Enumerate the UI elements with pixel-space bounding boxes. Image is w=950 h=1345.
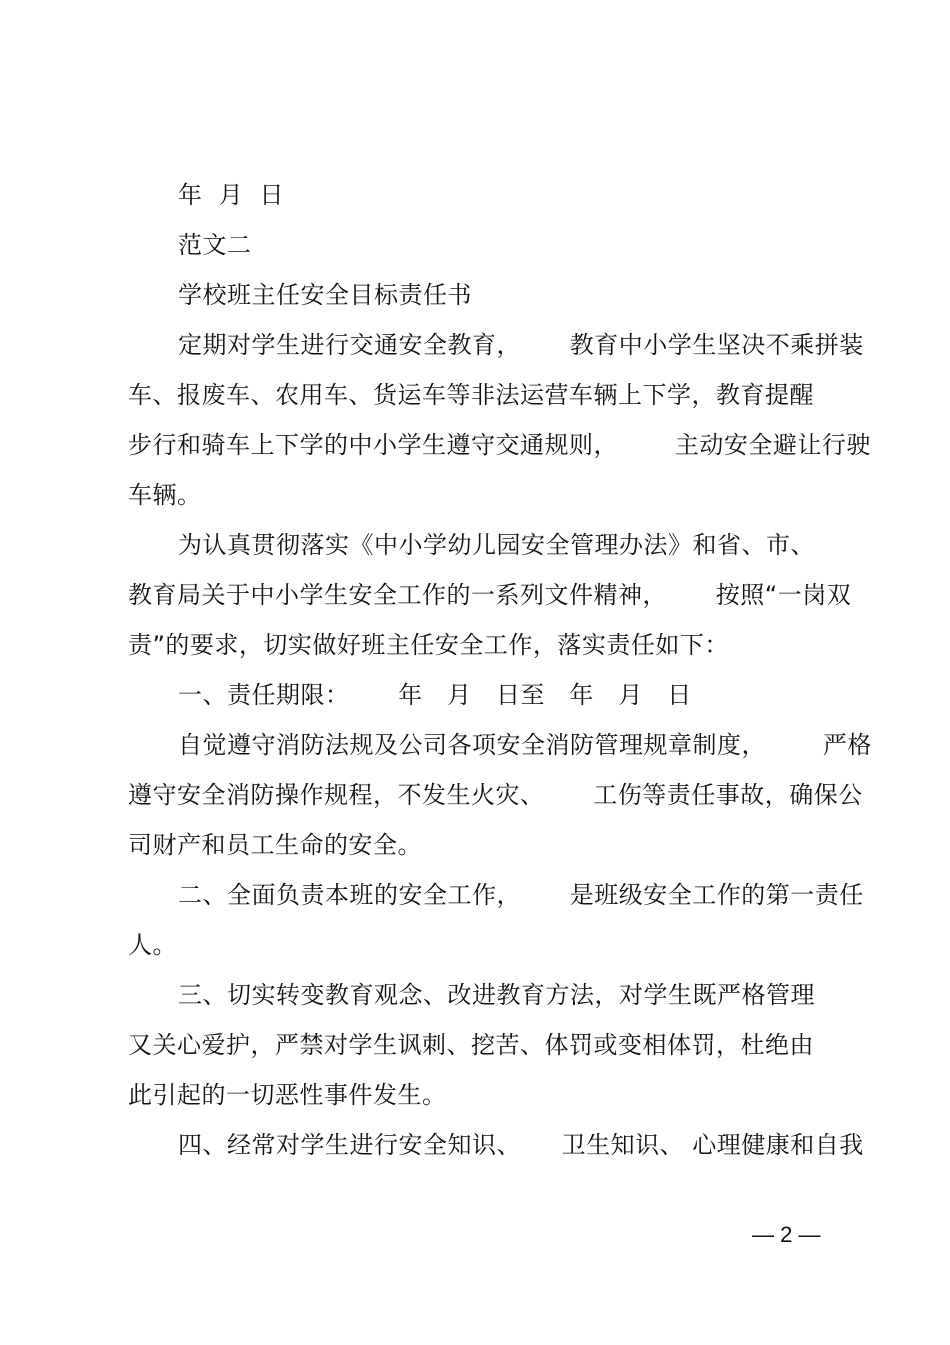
paragraph-line: 自觉遵守消防法规及公司各项安全消防管理规章制度， 严格	[178, 731, 872, 759]
paragraph-line: 责”的要求，切实做好班主任安全工作，落实责任如下：	[128, 631, 729, 659]
page-number: — 2 —	[752, 1222, 821, 1247]
paragraph-line: 车辆。	[128, 481, 202, 509]
paragraph-line: 又关心爱护，严禁对学生讽刺、挖苦、体罚或变相体罚，杜绝由	[128, 1031, 814, 1059]
document-title: 学校班主任安全目标责任书	[178, 281, 472, 309]
paragraph-line: 三、切实转变教育观念、改进教育方法，对学生既严格管理	[178, 981, 815, 1009]
paragraph-line: 遵守安全消防操作规程，不发生火灾、 工伤等责任事故，确保公	[128, 781, 863, 809]
sample-heading: 范文二	[178, 231, 252, 259]
paragraph-line: 步行和骑车上下学的中小学生遵守交通规则， 主动安全避让行驶	[128, 431, 871, 459]
paragraph-line: 为认真贯彻落实《中小学幼儿园安全管理办法》和省、市、	[178, 531, 815, 559]
paragraph-line: 司财产和员工生命的安全。	[128, 831, 422, 859]
paragraph-line: 二、全面负责本班的安全工作， 是班级安全工作的第一责任	[178, 881, 864, 909]
responsibility-period: 一、责任期限： 年 月 日至 年 月 日	[178, 681, 692, 709]
paragraph-line: 此引起的一切恶性事件发生。	[128, 1081, 447, 1109]
date-line: 年 月 日	[178, 181, 285, 209]
paragraph-line: 车、报废车、农用车、货运车等非法运营车辆上下学，教育提醒	[128, 381, 814, 409]
paragraph-line: 定期对学生进行交通安全教育， 教育中小学生坚决不乘拼装	[178, 331, 864, 359]
paragraph-line: 教育局关于中小学生安全工作的一系列文件精神， 按照“一岗双	[128, 581, 852, 609]
paragraph-line: 人。	[128, 931, 177, 959]
paragraph-line: 四、经常对学生进行安全知识、 卫生知识、 心理健康和自我	[178, 1131, 864, 1159]
